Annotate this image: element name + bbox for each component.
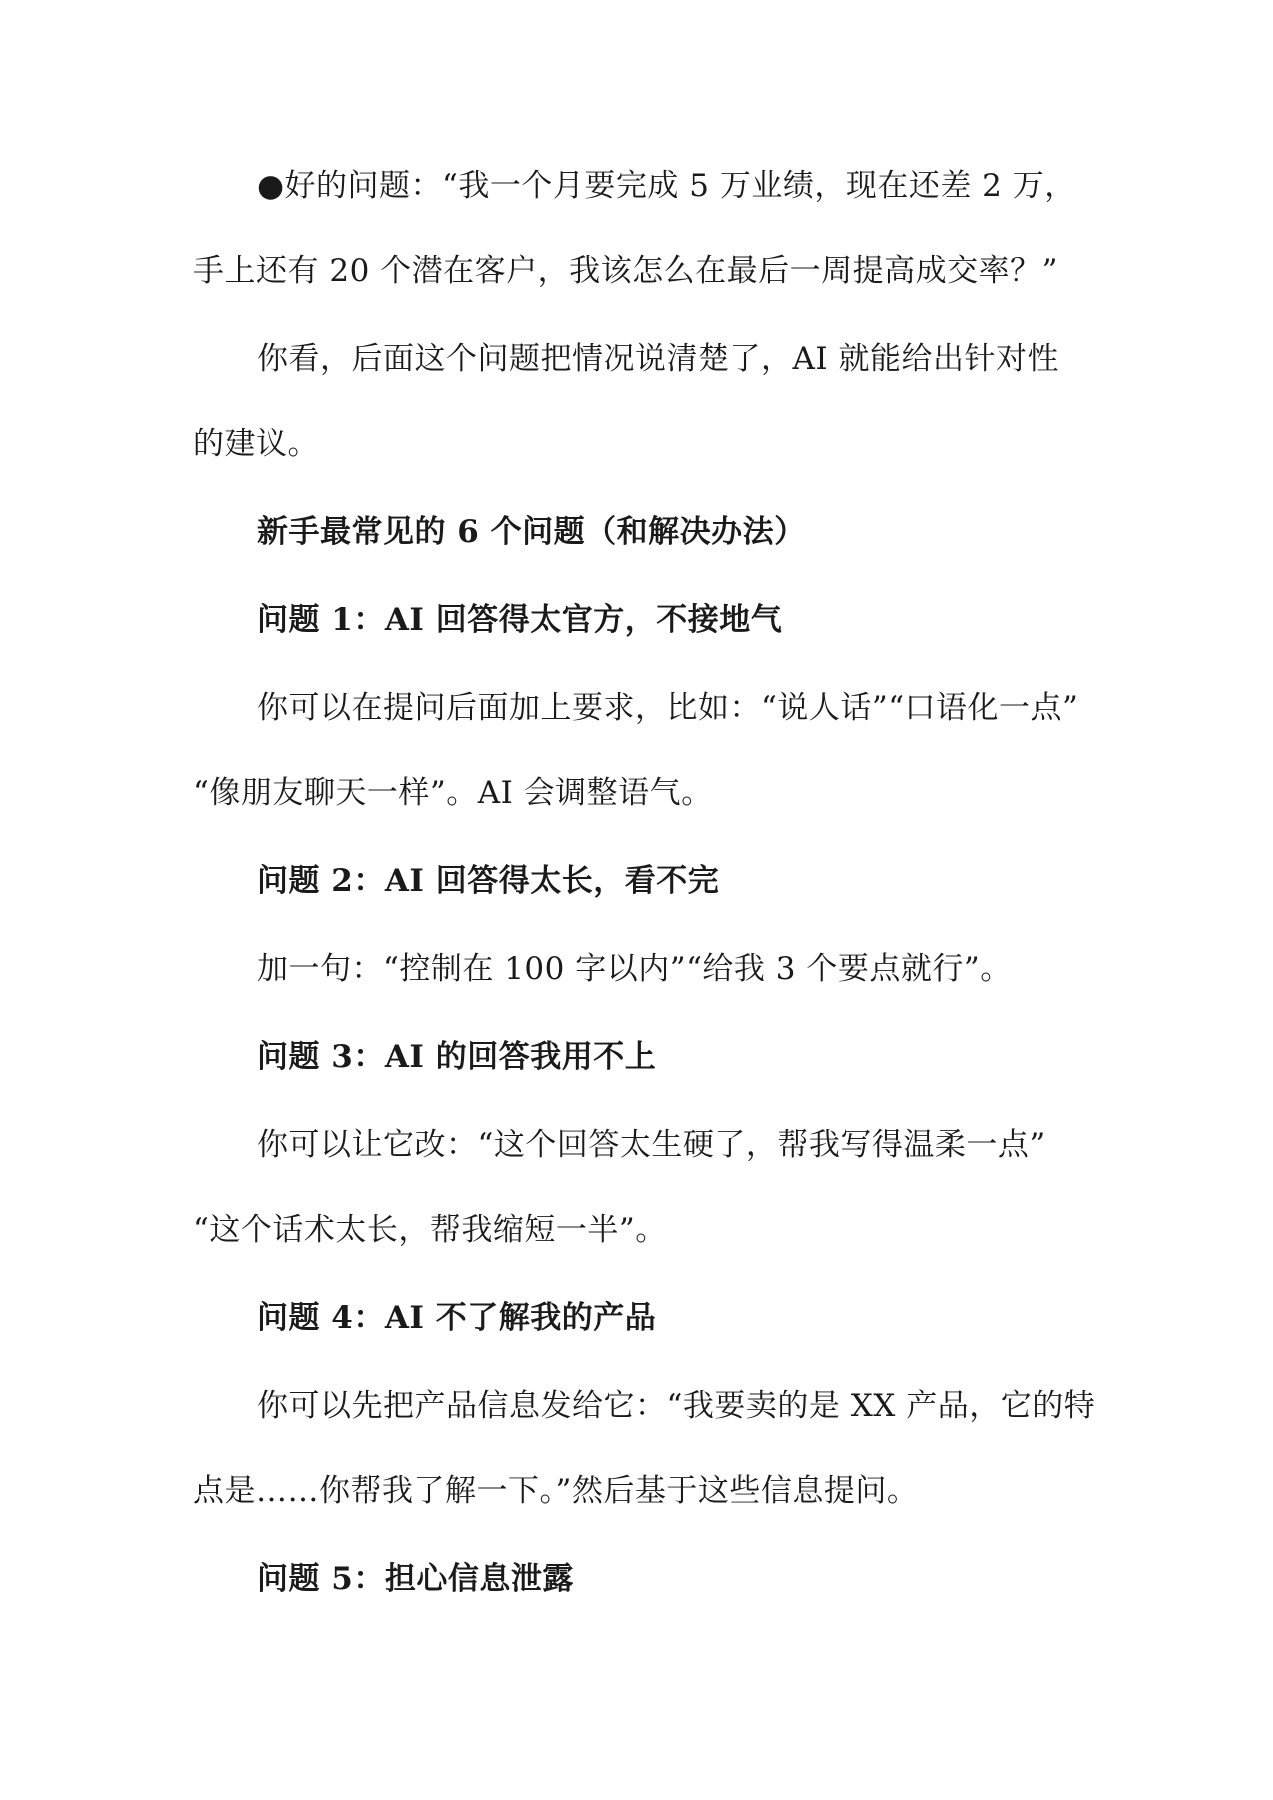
paragraph-line: “像朋友聊天一样”。AI 会调整语气。 [193,775,713,811]
paragraph-line: 点是……你帮我了解一下。”然后基于这些信息提问。 [193,1473,919,1509]
question-heading: 问题 3：AI 的回答我用不上 [257,1039,657,1075]
question-heading: 问题 5：担心信息泄露 [257,1561,574,1597]
paragraph-line: 你可以让它改：“这个回答太生硬了，帮我写得温柔一点” [257,1127,1046,1163]
paragraph-line: 手上还有 20 个潜在客户，我该怎么在最后一周提高成交率？” [193,253,1058,289]
paragraph-line: 你可以在提问后面加上要求，比如：“说人话”“口语化一点” [257,690,1079,726]
paragraph-line: 加一句：“控制在 100 字以内”“给我 3 个要点就行”。 [257,951,1012,987]
paragraph-line: 你可以先把产品信息发给它：“我要卖的是 XX 产品，它的特 [257,1388,1096,1424]
paragraph-line: 你看，后面这个问题把情况说清楚了，AI 就能给出针对性 [257,341,1059,377]
section-heading: 新手最常见的 6 个问题（和解决办法） [257,514,806,550]
paragraph-line: 的建议。 [193,426,319,462]
question-heading: 问题 2：AI 回答得太长，看不完 [257,863,720,899]
paragraph-line: “这个话术太长，帮我缩短一半”。 [193,1212,667,1248]
document-body [193,164,1096,1601]
question-heading: 问题 1：AI 回答得太官方，不接地气 [257,602,783,638]
question-heading: 问题 4：AI 不了解我的产品 [257,1300,657,1336]
paragraph-line: ●好的问题：“我一个月要完成 5 万业绩，现在还差 2 万， [257,168,1076,204]
